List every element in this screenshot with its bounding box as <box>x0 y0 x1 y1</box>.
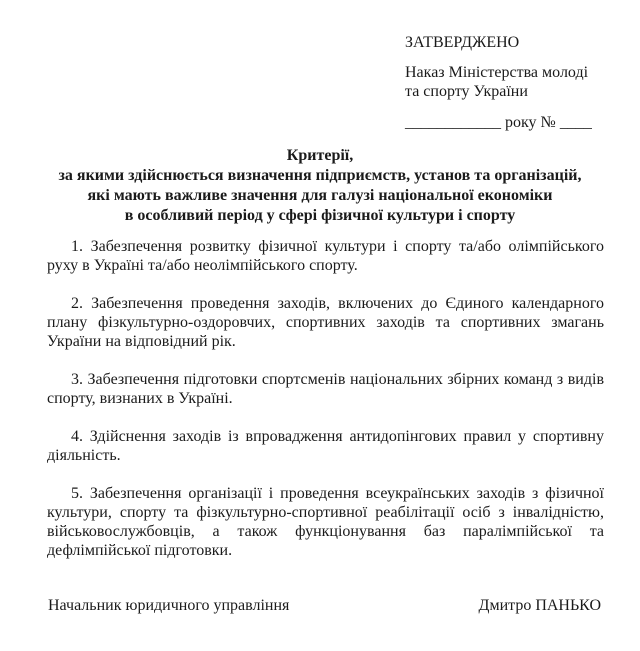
body-paragraph-4: 4. Здійснення заходів із впровадження антидопінгових правил у спортивну діяльність. <box>47 428 604 464</box>
date-number-line: ____________ року № ____ <box>405 114 592 131</box>
title-line-2: за якими здійснюється визначення підприємств, установ та організацій, <box>58 167 582 184</box>
signature-row <box>48 596 601 615</box>
approval-stamp: ЗАТВЕРДЖЕНО <box>405 34 520 51</box>
signature-position: Начальник юридичного управління <box>48 597 290 614</box>
body-paragraph-1: 1. Забезпечення розвитку фізичної культури і спорту та/або олімпійського руху в Україні та/або неолімпійського спорту. <box>47 238 604 274</box>
document-body <box>47 237 604 579</box>
body-paragraph-2: 2. Забезпечення проведення заходів, включених до Єдиного календарного плану фізкультурно-оздоровчих, спортивних заходів та спортивних змагань України на відповідний рік. <box>47 295 604 350</box>
document-title <box>35 146 605 226</box>
title-line-4: в особливий період у сфері фізичної культури і спорту <box>124 207 516 224</box>
title-line-3: які мають важливе значення для галузі національної економіки <box>87 187 553 204</box>
signature-name: Дмитро ПАНЬКО <box>478 597 601 614</box>
order-reference-line-1: Наказ Міністерства молоді <box>405 64 589 81</box>
body-paragraph-5: 5. Забезпечення організації і проведення всеукраїнських заходів з фізичної культури, спорту та фізкультурно-спортивної реабілітації осіб з інвалідністю, військовослужбовців, а також функціонування баз паралімпійської та дефлімпійської підготовки. <box>47 485 604 559</box>
approval-block <box>405 33 620 132</box>
order-reference-line-2: та спорту України <box>405 83 528 100</box>
body-paragraph-3: 3. Забезпечення підготовки спортсменів національних збірних команд з видів спорту, визнаних в Україні. <box>47 371 604 407</box>
title-line-1: Критерії, <box>286 147 354 164</box>
